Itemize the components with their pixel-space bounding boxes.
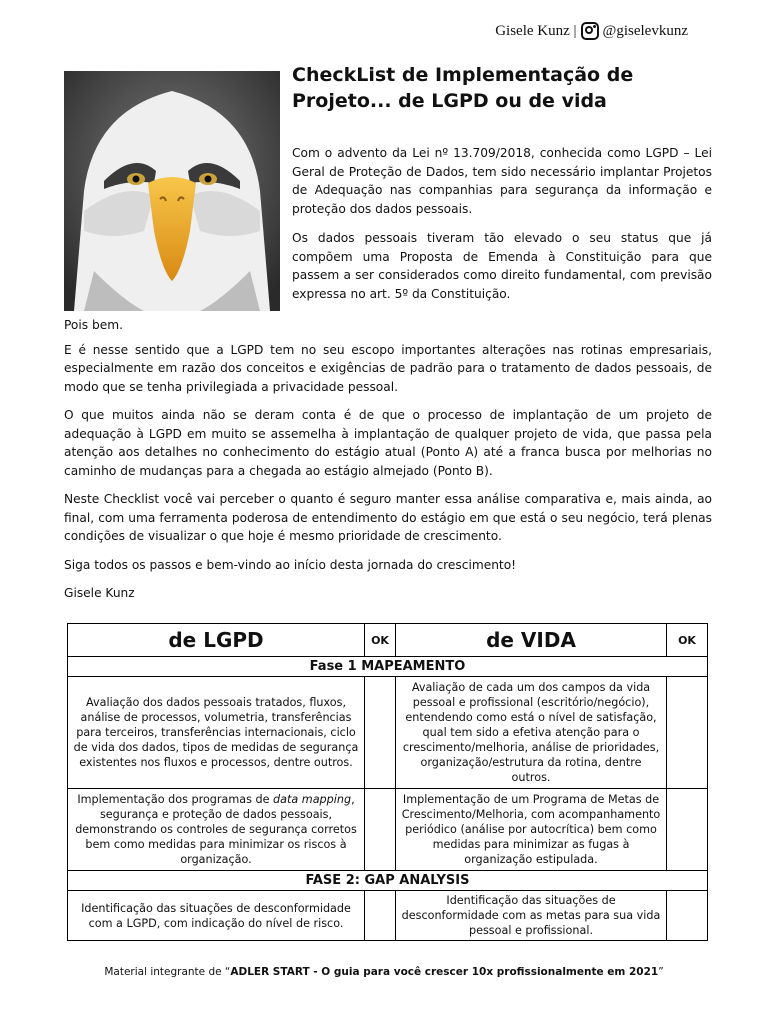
instagram-icon <box>581 22 599 40</box>
table-row <box>68 677 708 789</box>
lgpd-emphasis: data mapping <box>273 793 352 806</box>
vida-cell: Avaliação de cada um dos campos da vida pessoal e profissional (escritório/negócio), entendendo como está o nível de satisfação, qual tem sido a efetiva atenção para o crescimento/melhoria, análise de prioridades, organização/estrutura da rotina, dentre outros. <box>396 677 667 789</box>
header <box>495 22 688 40</box>
intro-paragraph: Os dados pessoais tiveram tão elevado o seu status que já compõem uma Proposta de Emenda à Constituição para que passem a ser considerados como direito fundamental, com previsão expressa no art. 5º da Constituição. <box>292 231 712 301</box>
footer-guide-title: ADLER START - O guia para você crescer 10x profissionalmente em 2021 <box>230 966 659 978</box>
body-paragraph: O que muitos ainda não se deram conta é de que o processo de implantação de um projeto de adequação à LGPD em muito se assemelha à implantação de qualquer projeto de vida, que passa pela atenção aos detalhes no conhecimento do estágio atual (Ponto A) até a franca busca por melhorias no caminho de mudanças para a chegada ao estágio almejado (Ponto B). <box>64 408 712 478</box>
author-name: Gisele Kunz | <box>495 22 577 39</box>
table-row <box>68 789 708 871</box>
body-text <box>64 316 712 613</box>
footer <box>0 966 768 978</box>
lgpd-cell <box>68 789 365 871</box>
ok-checkbox-cell[interactable] <box>365 789 396 871</box>
ok-checkbox-cell[interactable] <box>667 891 708 941</box>
table-row <box>68 891 708 941</box>
vida-cell: Identificação das situações de desconformidade com as metas para sua vida pessoal e profissional. <box>396 891 667 941</box>
body-paragraph: Siga todos os passos e bem-vindo ao início desta jornada do crescimento! <box>64 557 517 572</box>
ok-checkbox-cell[interactable] <box>667 677 708 789</box>
ok-checkbox-cell[interactable] <box>365 891 396 941</box>
footer-prefix: Material integrante de “ <box>104 966 231 978</box>
table-header-row <box>68 624 708 657</box>
title-line-2: Projeto... de LGPD ou de vida <box>292 90 607 112</box>
column-header-ok: OK <box>667 624 708 657</box>
signature: Gisele Kunz <box>64 586 135 600</box>
instagram-handle[interactable]: @giselevkunz <box>602 22 688 39</box>
intro-paragraph: Com o advento da Lei nº 13.709/2018, conhecida como LGPD – Lei Geral de Proteção de Dados, tem sido necessário implantar Projetos de Adequação nas companhias para segurança da informação e proteção dos dados pessoais. <box>292 146 712 216</box>
lgpd-cell: Avaliação dos dados pessoais tratados, fluxos, análise de processos, volumetria, transferências para terceiros, transferências internacionais, ciclo de vida dos dados, tipos de medidas de segurança existentes nos fluxos e processos, dentre outros. <box>68 677 365 789</box>
lgpd-text: Implementação dos programas de <box>77 793 274 806</box>
lgpd-text: , segurança e proteção de dados pessoais, demonstrando os controles de segurança corretos bem como medidas para minimizar os riscos à organização. <box>75 793 357 866</box>
body-paragraph: Pois bem. <box>64 318 123 332</box>
body-paragraph: Neste Checklist você vai perceber o quanto é seguro manter essa análise comparativa e, mais ainda, ao final, com uma ferramenta poderosa de entendimento do estágio em que está o seu negócio, terá plenas condições de visualizar o que hoje é mesmo prioridade de crescimento. <box>64 492 712 543</box>
title-line-1: CheckList de Implementação de <box>292 64 634 86</box>
column-header-ok: OK <box>365 624 396 657</box>
phase-row <box>68 657 708 677</box>
intro-text <box>292 144 712 314</box>
column-header-vida: de VIDA <box>396 624 667 657</box>
eagle-illustration <box>64 71 280 311</box>
ok-checkbox-cell[interactable] <box>365 677 396 789</box>
checklist-table <box>67 623 708 941</box>
column-header-lgpd: de LGPD <box>68 624 365 657</box>
phase-row <box>68 871 708 891</box>
document-title <box>292 62 712 114</box>
phase-2-title: FASE 2: GAP ANALYSIS <box>68 871 708 891</box>
vida-cell: Implementação de um Programa de Metas de Crescimento/Melhoria, com acompanhamento periódico (análise por autocrítica) bem como medidas para minimizar as fugas à organização estipulada. <box>396 789 667 871</box>
eagle-image <box>64 71 280 311</box>
footer-suffix: ” <box>658 966 664 978</box>
lgpd-cell: Identificação das situações de desconformidade com a LGPD, com indicação do nível de risco. <box>68 891 365 941</box>
phase-1-title: Fase 1 MAPEAMENTO <box>68 657 708 677</box>
body-paragraph: E é nesse sentido que a LGPD tem no seu escopo importantes alterações nas rotinas empresariais, especialmente em razão dos conceitos e exigências de padrão para o tratamento de dados pessoais, de modo que se tenha privilegiada a privacidade pessoal. <box>64 342 712 394</box>
ok-checkbox-cell[interactable] <box>667 789 708 871</box>
